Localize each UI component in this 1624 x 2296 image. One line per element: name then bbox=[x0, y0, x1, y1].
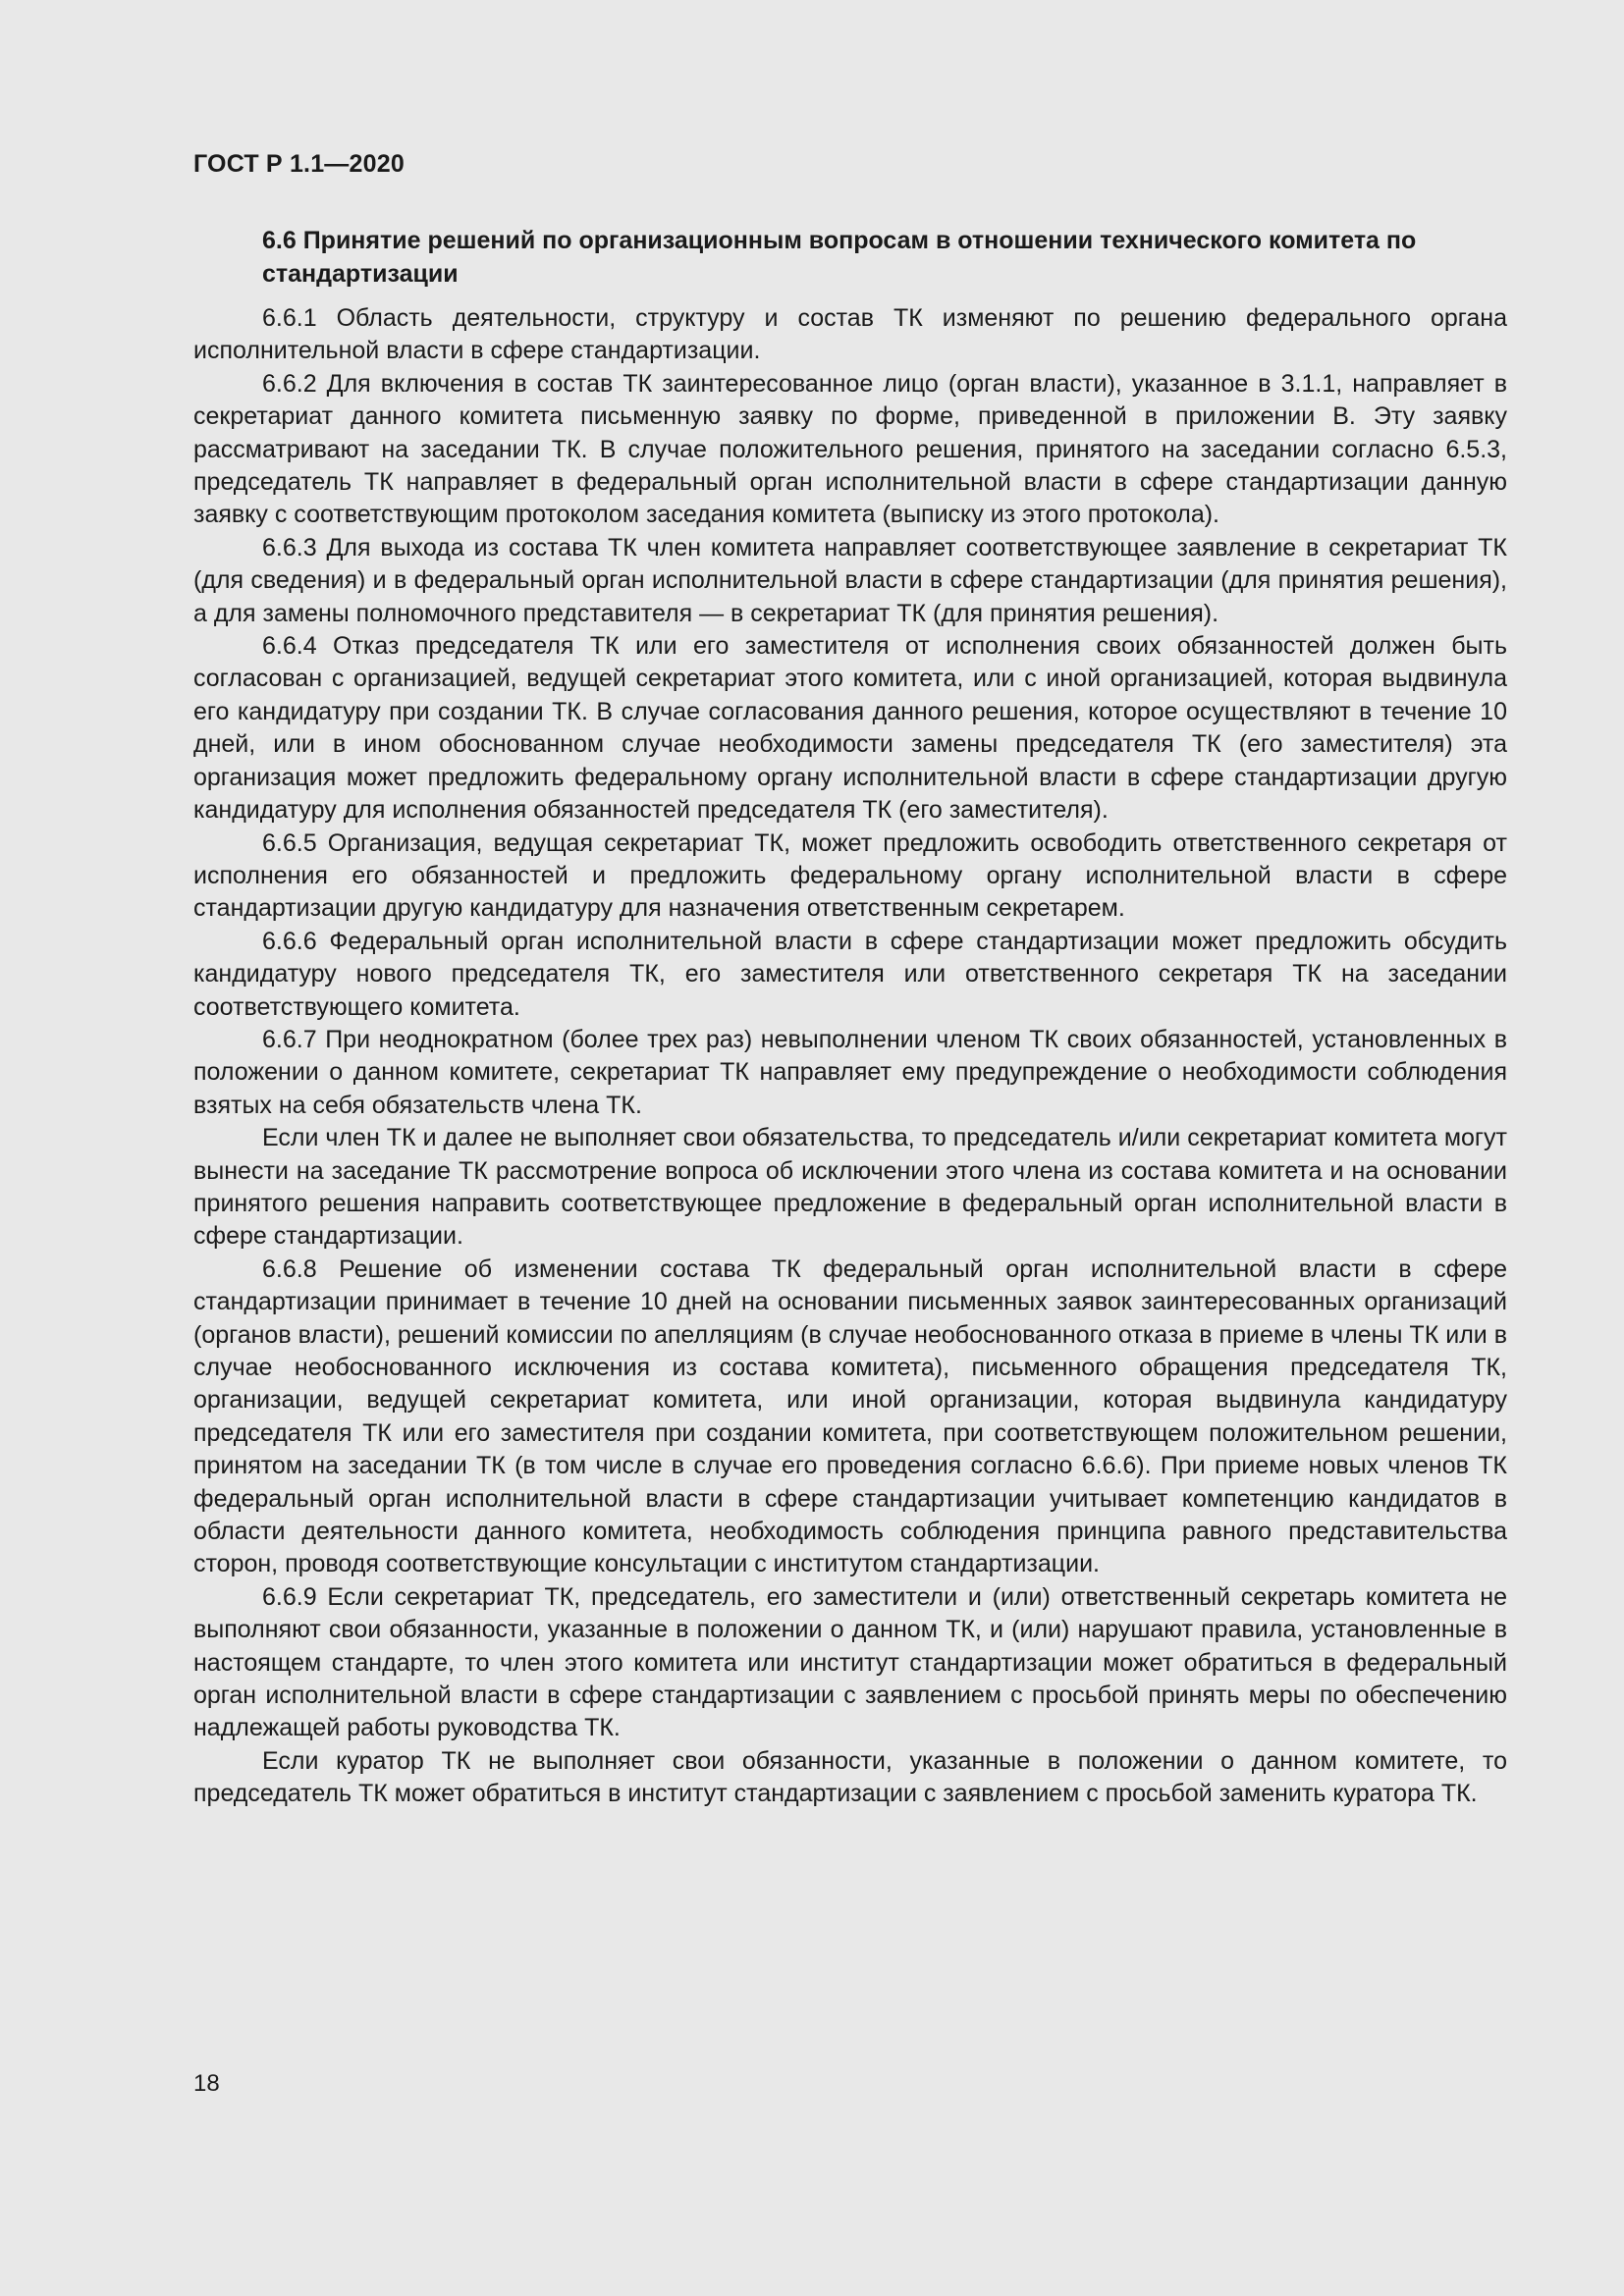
paragraph-6-6-6: 6.6.6 Федеральный орган исполнительной власти в сфере стандартизации может предложить обсудить кандидатуру нового председателя ТК, его заместителя или ответственного секретаря ТК на заседании соответствующего комитета. bbox=[193, 927, 1507, 1021]
paragraph-6-6-1: 6.6.1 Область деятельности, структуру и состав ТК изменяют по решению федерального органа исполнительной власти в сфере стандартизации. bbox=[193, 304, 1507, 365]
document-body bbox=[193, 224, 1507, 1811]
paragraph-6-6-2: 6.6.2 Для включения в состав ТК заинтересованное лицо (орган власти), указанное в 3.1.1, направляет в секретариат данного комитета письменную заявку по форме, приведенной в приложении В. Эту заявку рассматривают на заседании ТК. В случае положительного решения, принятого на заседании согласно 6.5.3, председатель ТК направляет в федеральный орган исполнительной власти в сфере стандартизации данную заявку с соответствующим протоколом заседания комитета (выписку из этого протокола). bbox=[193, 369, 1507, 529]
paragraph-6-6-7-continued: Если член ТК и далее не выполняет свои обязательства, то председатель и/или секретариат комитета могут вынести на заседание ТК рассмотрение вопроса об исключении этого члена из состава комитета и на основании принятого решения направить соответствующее предложение в федеральный орган исполнительной власти в сфере стандартизации. bbox=[193, 1124, 1507, 1251]
paragraph-6-6-3: 6.6.3 Для выхода из состава ТК член комитета направляет соответствующее заявление в секретариат ТК (для сведения) и в федеральный орган исполнительной власти в сфере стандартизации (для принятия решения), а для замены полномочного представителя — в секретариат ТК (для принятия решения). bbox=[193, 533, 1507, 627]
paragraph-6-6-8: 6.6.8 Решение об изменении состава ТК федеральный орган исполнительной власти в сфере стандартизации принимает в течение 10 дней на основании письменных заявок заинтересованных организаций (органов власти), решений комиссии по апелляциям (в случае необоснованного отказа в приеме в члены ТК или в случае необоснованного исключения из состава комитета), письменного обращения председателя ТК, организации, ведущей секретариат комитета, или иной организации, которая выдвинула кандидатуру председателя ТК или его заместителя при создании комитета, при соответствующем положительном решении, принятом на заседании ТК (в том числе в случае его проведения согласно 6.6.6). При приеме новых членов ТК федеральный орган исполнительной власти в сфере стандартизации учитывает компетенцию кандидатов в области деятельности данного комитета, необходимость соблюдения принципа равного представительства сторон, проводя соответствующие консультации с институтом стандартизации. bbox=[193, 1255, 1507, 1578]
paragraph-6-6-7: 6.6.7 При неоднократном (более трех раз) невыполнении членом ТК своих обязанностей, установленных в положении о данном комитете, секретариат ТК направляет ему предупреждение о необходимости соблюдения взятых на себя обязательств члена ТК. bbox=[193, 1025, 1507, 1119]
paragraph-6-6-9-continued: Если куратор ТК не выполняет свои обязанности, указанные в положении о данном комитете, то председатель ТК может обратиться в институт стандартизации с заявлением с просьбой заменить куратора ТК. bbox=[193, 1746, 1507, 1808]
document-code-header: ГОСТ Р 1.1—2020 bbox=[193, 150, 405, 178]
paragraph-6-6-9: 6.6.9 Если секретариат ТК, председатель, его заместители и (или) ответственный секретарь комитета не выполняют свои обязанности, указанные в положении о данном ТК, и (или) нарушают правила, установленные в настоящем стандарте, то член этого комитета или институт стандартизации может обратиться в федеральный орган исполнительной власти в сфере стандартизации с заявлением с просьбой принять меры по обеспечению надлежащей работы руководства ТК. bbox=[193, 1582, 1507, 1742]
section-heading: 6.6 Принятие решений по организационным вопросам в отношении технического комитета по стандартизации bbox=[262, 227, 1417, 288]
paragraph-6-6-4: 6.6.4 Отказ председателя ТК или его заместителя от исполнения своих обязанностей должен быть согласован с организацией, ведущей секретариат этого комитета, или с иной организацией, которая выдвинула его кандидатуру при создании ТК. В случае согласования данного решения, которое осуществляют в течение 10 дней, или в ином обоснованном случае необходимости замены председателя ТК (его заместителя) эта организация может предложить федеральному органу исполнительной власти в сфере стандартизации другую кандидатуру для исполнения обязанностей председателя ТК (его заместителя). bbox=[193, 632, 1507, 825]
paragraph-6-6-5: 6.6.5 Организация, ведущая секретариат ТК, может предложить освободить ответственного секретаря от исполнения его обязанностей и предложить федеральному органу исполнительной власти в сфере стандартизации другую кандидатуру для назначения ответственным секретарем. bbox=[193, 828, 1507, 923]
page-number: 18 bbox=[193, 2070, 220, 2097]
